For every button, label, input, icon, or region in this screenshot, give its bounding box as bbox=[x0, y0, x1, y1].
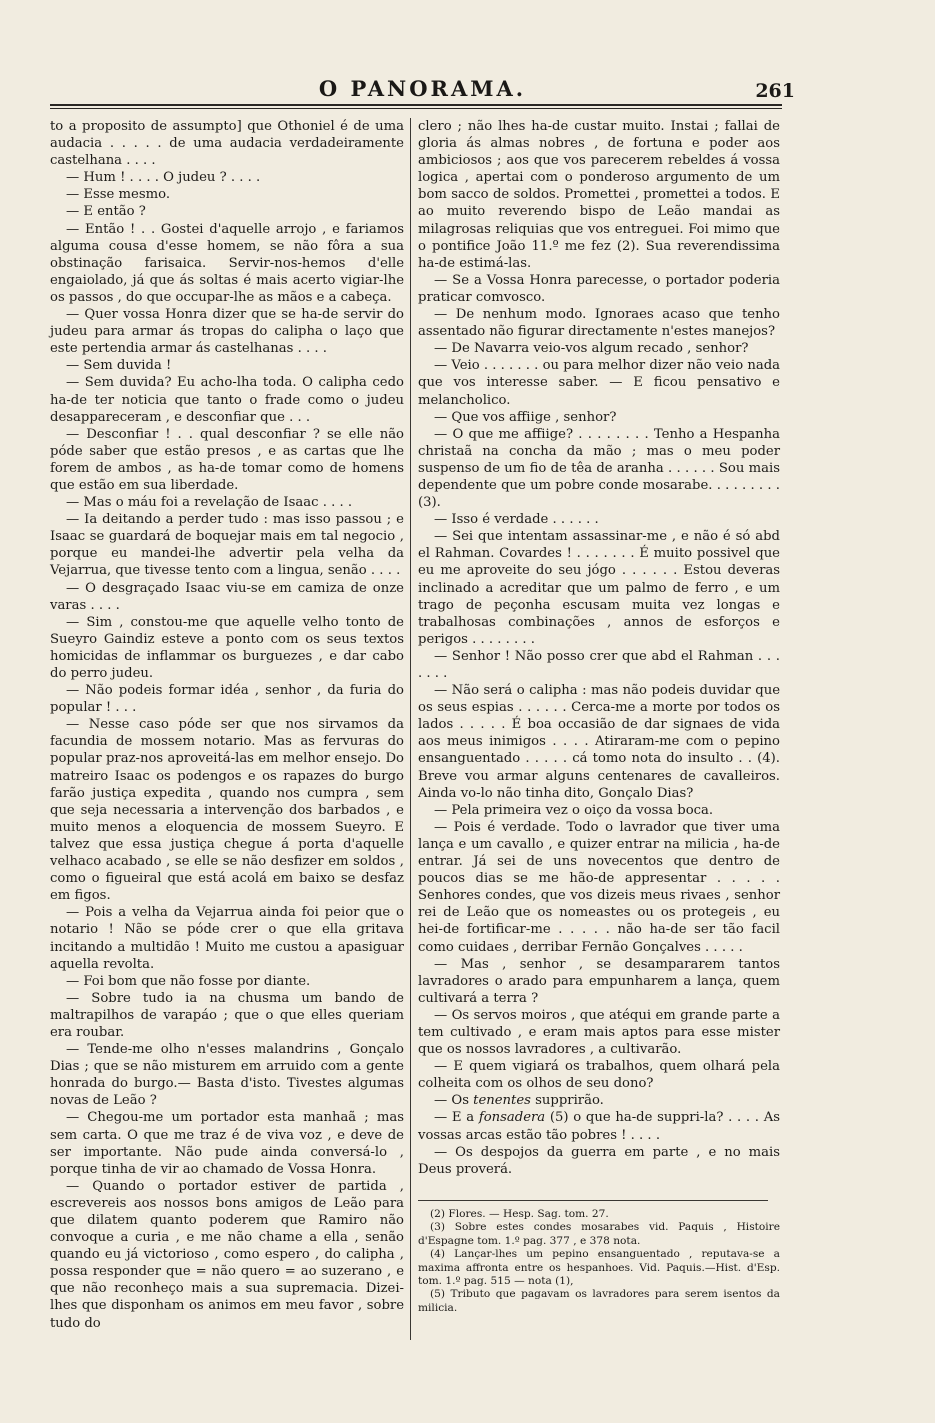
paragraph: — O que me affiige? . . . . . . . . Tenho a Hespanha christaã na concha da mão ; mas o meu poder suspenso de um fio de têa de aranha . . . . . . Sou mais dependente que um pobre conde mosarabe. . . . . . . . . (3). bbox=[418, 426, 780, 511]
journal-title: O PANORAMA. bbox=[318, 76, 527, 101]
paragraph: clero ; não lhes ha-de custar muito. Instai ; fallai de gloria ás almas nobres , de fortuna e poder aos ambiciosos ; aos que vos parecerem rebeldes á vossa logica , apertai com o ponderoso argumento de um bom sacco de soldos. Promettei , promettei a todos. E ao muito reverendo bispo de Leão mandai as milagrosas reliquias que vos entreguei. Foi mimo que o pontifice João 11.º me fez (2). Sua reverendissima ha-de estimá-las. bbox=[418, 119, 780, 271]
paragraph: — Não será o calipha : mas não podeis duvidar que os seus espias . . . . . . Cerca-me a morte por todos os lados . . . . . É boa occasião de dar signaes de vida aos meus inimigos . . . . Atiraram-me com o pepino ensanguentado . . . . . cá tomo nota do insulto . . (4). Breve vou armar alguns centenares de cavalleiros. Ainda vo-lo não tinha dito, Gonçalo Dias? bbox=[418, 683, 780, 801]
paragraph: — Pela primeira vez o oiço da vossa boca. bbox=[434, 802, 714, 818]
right-column bbox=[418, 118, 780, 1178]
paragraph: — Esse mesmo. bbox=[66, 187, 171, 203]
header-rule bbox=[50, 104, 782, 106]
paragraph: — Sobre tudo ia na chusma um bando de maltrapilhos de varapáo ; que o que elles queriam era roubar. bbox=[50, 990, 404, 1040]
paragraph: — Os servos moiros , que atéqui em grande parte a tem cultivado , e eram mais aptos para esse mister que os nossos lavradores , a cultivarão. bbox=[418, 1007, 780, 1058]
paragraph: — Mas , senhor , se desampararem tantos lavradores o arado para empunharem a lança, quem cultivará a terra ? bbox=[418, 956, 780, 1006]
paragraph: — Sei que intentam assassinar-me , e não é só abd el Rahman. Covardes ! . . . . . . . É muito possivel que eu me aproveite do seu jógo . . . . . . Estou deveras inclinado a acreditar que um palmo de ferro , e um trago de peçonha escusam muita vez longas e trabalhosas combinações , annos de esforços e perigos . . . . . . . . bbox=[418, 529, 780, 647]
paragraph: — Pois é verdade. Todo o lavrador que tiver uma lança e um cavallo , e quizer entrar na milicia , ha-de entrar. Já sei de uns novecentos que dentro de poucos dias se me hão-de appresentar . . . . . Senhores condes, que vos dizeis meus rivaes , senhor rei de Leão que os nomeastes ou os protegeis , eu hei-de fortificar-me . . . . . não ha-de ser tão facil como cuidaes , derribar Fernão Gonçalves . . . . . bbox=[418, 819, 780, 955]
paragraph: — Não podeis formar idéa , senhor , da furia do popular ! . . . bbox=[50, 683, 404, 716]
paragraph: — Se a Vossa Honra parecesse, o portador poderia praticar comvosco. bbox=[418, 272, 780, 305]
left-column bbox=[50, 118, 404, 1332]
paragraph: — O desgraçado Isaac viu-se em camiza de onze varas . . . . bbox=[50, 580, 404, 613]
column-separator bbox=[410, 118, 411, 1340]
paragraph: — Senhor ! Não posso crer que abd el Rahman . . . . . . . bbox=[418, 648, 780, 681]
paragraph: — Sim , constou-me que aquelle velho tonto de Sueyro Gaindiz esteve a ponto com os seus textos homicidas de inflammar os burguezes , e dar cabo do perro judeu. bbox=[50, 614, 404, 681]
paragraph: — Então ! . . Gostei d'aquelle arrojo , e fariamos alguma cousa d'esse homem, se não fôra a sua obstinação farisaica. Servir-nos-hemos d'elle engaiolado, já que ás soltas é mais acerto vigiar-lhe os passos , do que occupar-lhe as mãos e a cabeça. bbox=[50, 221, 404, 305]
paragraph: — Os despojos da guerra em parte , e no mais Deus proverá. bbox=[418, 1144, 780, 1177]
paragraph: — De Navarra veio-vos algum recado , senhor? bbox=[434, 341, 749, 357]
paragraph: — Ia deitando a perder tudo : mas isso passou ; e Isaac se guardará de boquejar mais em tal negocio , porque eu mandei-lhe advertir pela velha da Vejarrua, que tivesse tento com a lingua, senão . . . . bbox=[50, 512, 404, 579]
paragraph: — Veio . . . . . . . ou para melhor dizer não veio nada que vos interesse saber. — E ficou pensativo e melancholico. bbox=[418, 358, 780, 408]
footnotes bbox=[418, 1208, 780, 1315]
paragraph: — Hum ! . . . . O judeu ? . . . . bbox=[66, 170, 261, 186]
paragraph: — E então ? bbox=[66, 204, 146, 220]
paragraph: — Pois a velha da Vejarrua ainda foi peior que o notario ! Não se póde crer o que ella gritava incitando a multidão ! Muito me custou a apasiguar aquella revolta. bbox=[50, 905, 404, 972]
footnote: (4) Lançar-lhes um pepino ensanguentado , reputava-se a maxima affronta entre os hespanhoes. Vid. Paquis.—Hist. d'Esp. tom. 1.º pag. 515 — nota (1), bbox=[418, 1248, 780, 1288]
paragraph: to a proposito de assumpto] que Othoniel é de uma audacia . . . . . de uma audacia verdadeiramente castelhana . . . . bbox=[50, 119, 404, 169]
paragraph: — Foi bom que não fosse por diante. bbox=[66, 973, 311, 989]
page-header bbox=[50, 74, 795, 104]
footnote: (5) Tributo que pagavam os lavradores para serem isentos da milicia. bbox=[418, 1288, 780, 1314]
footnote: (2) Flores. — Hesp. Sag. tom. 27. bbox=[430, 1208, 609, 1220]
footnote-rule bbox=[418, 1200, 768, 1201]
paragraph: — Nesse caso póde ser que nos sirvamos da facundia de mossem notario. Mas as fervuras do popular praz-nos aproveitá-las em melhor ensejo. Do matreiro Isaac os podengos e os rapazes do burgo farão justiça expedita , quando nos cumpra , sem que seja necessaria a intervenção dos barbados , e muito menos a eloquencia de mossem Sueyro. E talvez que essa justiça chegue á porta d'aquelle velhaco acabado , se elle se não desfizer em soldos , como o figueiral que está acolá em baixo se desfaz em figos. bbox=[50, 717, 404, 904]
paragraph: — Os tenentes supprirão. bbox=[434, 1093, 604, 1109]
paragraph: — Isso é verdade . . . . . . bbox=[434, 512, 599, 528]
paragraph: — Quer vossa Honra dizer que se ha-de servir do judeu para armar ás tropas do calipha o laço que este pertendia armar ás castelhanas . . . . bbox=[50, 307, 404, 357]
paragraph: — Tende-me olho n'esses malandrins , Gonçalo Dias ; que se não misturem em arruido com a gente honrada do burgo.— Basta d'isto. Tivestes algumas novas de Leão ? bbox=[50, 1042, 404, 1109]
paragraph: — Chegou-me um portador esta manhaã ; mas sem carta. O que me traz é de viva voz , e deve de ser importante. Não pude ainda conversá-lo , porque tinha de vir ao chamado de Vossa Honra. bbox=[50, 1110, 404, 1177]
paragraph: — Quando o portador estiver de partida , escrevereis aos nossos bons amigos de Leão para que dilatem quanto poderem que Ramiro não convoque a curia , e me não chame a ella , senão quando eu já victorioso , como espero , do calipha , possa responder que = não quero = ao suzerano , e que não reconheço mais a sua supremacia. Dizei-lhes que disponham os animos em meu favor , sobre tudo do bbox=[50, 1178, 404, 1331]
paragraph: — Que vos affiige , senhor? bbox=[434, 409, 617, 425]
paragraph: — Desconfiar ! . . qual desconfiar ? se elle não póde saber que estão presos , e as cartas que lhe forem de ambos , as ha-de tomar como de homens que estão em sua liberdade. bbox=[50, 426, 404, 493]
paragraph: — E quem vigiará os trabalhos, quem olhará pela colheita com os olhos de seu dono? bbox=[418, 1059, 780, 1092]
paragraph: — De nenhum modo. Ignoraes acaso que tenho assentado não figurar directamente n'estes manejos? bbox=[418, 307, 780, 340]
paragraph: — E a fonsadera (5) o que ha-de suppri-la? . . . . As vossas arcas estão tão pobres ! . . . . bbox=[418, 1110, 780, 1143]
paragraph: — Sem duvida ! bbox=[66, 358, 172, 374]
paragraph: — Mas o máu foi a revelação de Isaac . . . . bbox=[66, 495, 353, 511]
footnote: (3) Sobre estes condes mosarabes vid. Paquis , Histoire d'Espagne tom. 1.º pag. 377 , e 378 nota. bbox=[418, 1221, 780, 1247]
header-rule-thin bbox=[50, 108, 782, 109]
paragraph: — Sem duvida? Eu acho-lha toda. O calipha cedo ha-de ter noticia que tanto o frade como o judeu desappareceram , e desconfiar que . . . bbox=[50, 375, 404, 425]
page-number: 261 bbox=[755, 80, 795, 102]
